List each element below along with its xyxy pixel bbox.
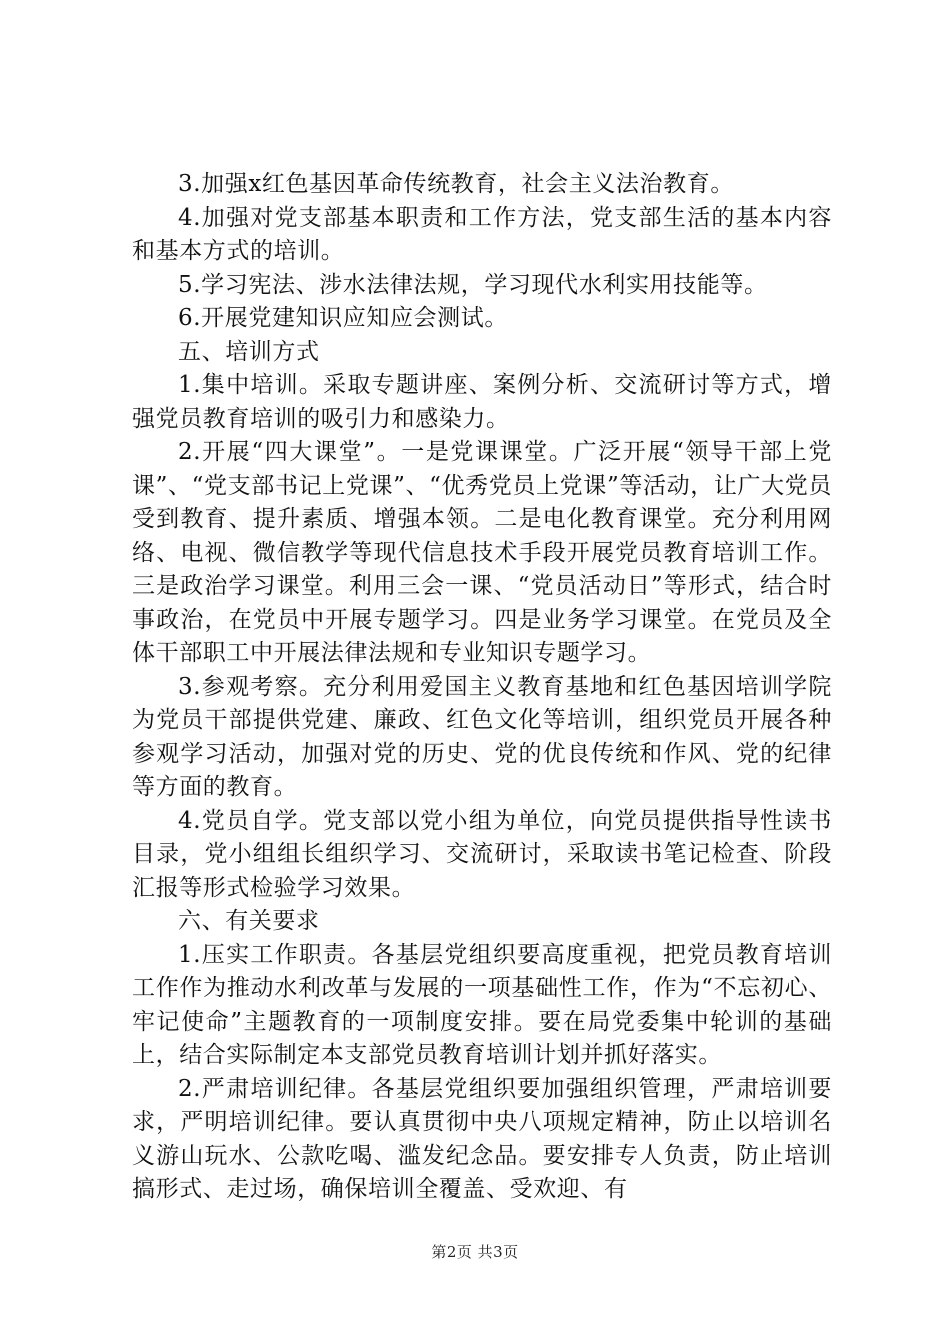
paragraph: 3.参观考察。充分利用爱国主义教育基地和红色基因培训学院为党员干部提供党建、廉政、红色文化等培训，组织党员开展各种参观学习活动，加强对党的历史、党的优良传统和作风、党的纪律等方面的教育。 <box>132 673 832 800</box>
paragraph: 2.严肃培训纪律。各基层党组织要加强组织管理，严肃培训要求，严明培训纪律。要认真贯彻中央八项规定精神，防止以培训名义游山玩水、公款吃喝、滥发纪念品。要安排专人负责，防止培训搞形式、走过场，确保培训全覆盖、受欢迎、有 <box>132 1075 832 1202</box>
paragraph: 1.压实工作职责。各基层党组织要高度重视，把党员教育培训工作作为推动水利改革与发展的一项基础性工作，作为“不忘初心、牢记使命”主题教育的一项制度安排。要在局党委集中轮训的基础上，结合实际制定本支部党员教育培训计划并抓好落实。 <box>132 941 832 1068</box>
paragraph: 2.开展“四大课堂”。一是党课课堂。广泛开展“领导干部上党课”、“党支部书记上党课”、“优秀党员上党课”等活动，让广大党员受到教育、提升素质、增强本领。二是电化教育课堂。充分利用网络、电视、微信教学等现代信息技术手段开展党员教育培训工作。三是政治学习课堂。利用三会一课、“党员活动日”等形式，结合时事政治，在党员中开展专题学习。四是业务学习课堂。在党员及全体干部职工中开展法律法规和专业知识专题学习。 <box>132 439 832 666</box>
paragraph: 4.党员自学。党支部以党小组为单位，向党员提供指导性读书目录，党小组组长组织学习、交流研讨，采取读书笔记检查、阶段汇报等形式检验学习效果。 <box>132 807 832 901</box>
paragraph: 4.加强对党支部基本职责和工作方法，党支部生活的基本内容和基本方式的培训。 <box>132 204 832 264</box>
page-number-footer: 第2页 共3页 <box>431 1243 519 1261</box>
paragraph: 5.学习宪法、涉水法律法规，学习现代水利实用技能等。 <box>178 271 768 298</box>
section-heading: 五、培训方式 <box>178 338 320 365</box>
paragraph: 6.开展党建知识应知应会测试。 <box>178 305 508 331</box>
paragraph: 3.加强x红色基因革命传统教育，社会主义法治教育。 <box>178 171 734 197</box>
paragraph: 1.集中培训。采取专题讲座、案例分析、交流研讨等方式，增强党员教育培训的吸引力和感染力。 <box>132 372 832 432</box>
body-text <box>132 168 832 1207</box>
section-heading: 六、有关要求 <box>178 908 320 934</box>
